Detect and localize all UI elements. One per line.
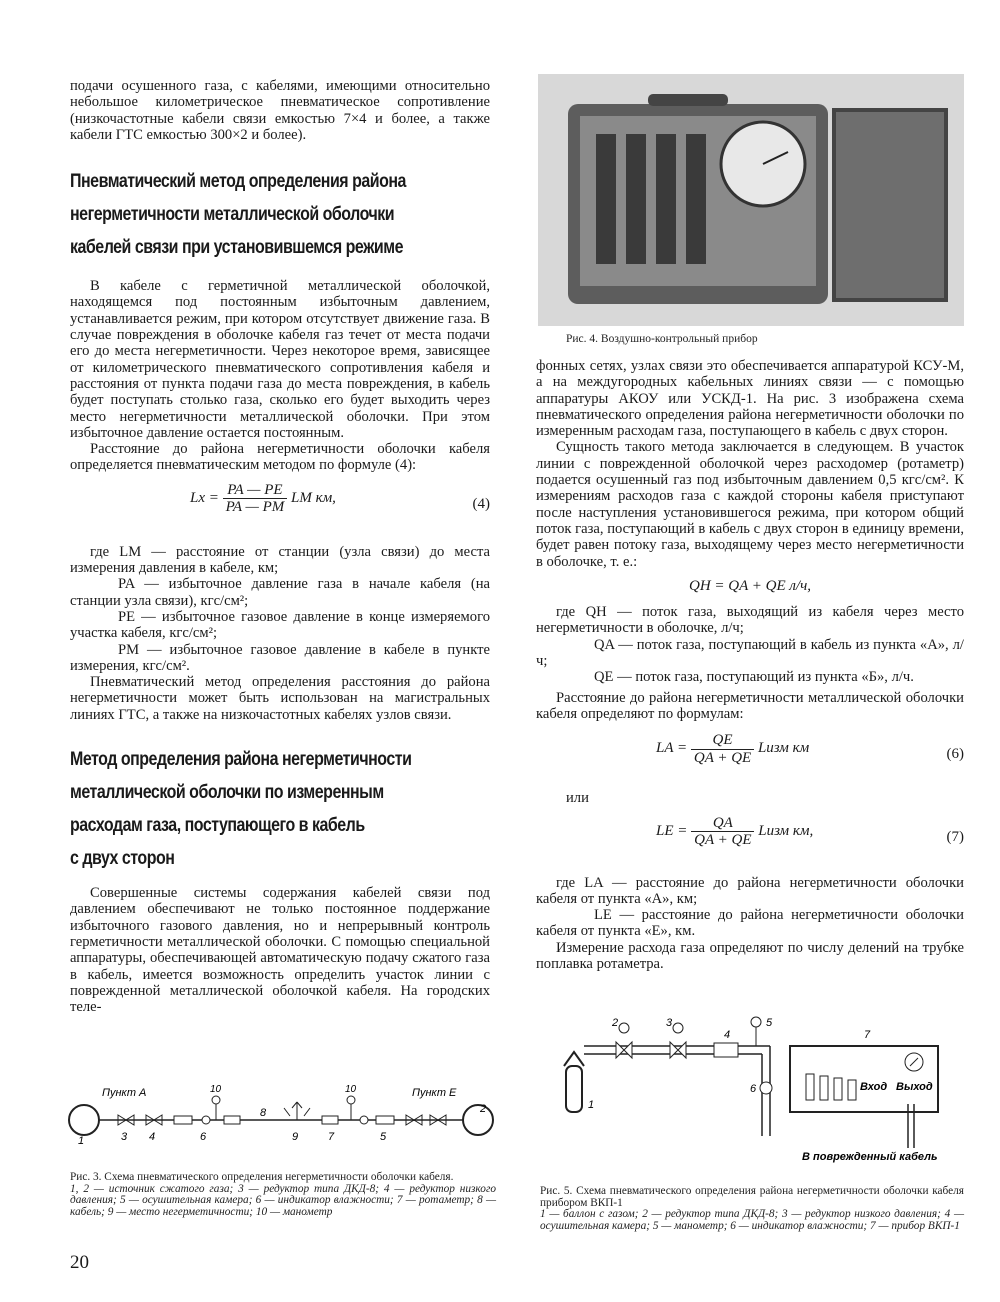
- fraction-denominator: QA + QE: [694, 831, 752, 848]
- fig-label: 6: [200, 1131, 207, 1143]
- definition-item: PE — избыточное газовое давление в конце измеряемого участка кабеля, кгс/см²;: [70, 608, 490, 642]
- fig-label: 3: [666, 1017, 673, 1029]
- body-paragraph: Расстояние до района негерметичности металлической оболочки кабеля определяют по формулам:: [536, 689, 964, 722]
- fig-label: 3: [121, 1131, 128, 1143]
- figure-4-photo: [538, 74, 964, 326]
- tube: [626, 134, 646, 264]
- fraction-numerator: QE: [691, 732, 754, 749]
- page-number: 20: [70, 1252, 89, 1273]
- intro-paragraph: подачи осушенного газа, с кабелями, имеющими относительно небольшое километрическое пневматическое сопротивление (низкочастотные кабели связи емкостью 7×4 и более, а также кабели ГТС емкостью 300×2 и более).: [70, 78, 490, 143]
- or-word: или: [566, 790, 589, 807]
- gas-source-e: [463, 1105, 493, 1135]
- definition-item: QA — поток газа, поступающий в кабель из пункта «А», л/ч;: [536, 636, 964, 670]
- fig-label: 9: [292, 1131, 299, 1143]
- drying-chamber-e: [376, 1116, 394, 1124]
- fig-label: 4: [724, 1029, 731, 1041]
- body-paragraph: В кабеле с герметичной металлической оболочкой, находящемся под постоянным избыточным давлением, устанавливается режим, при котором отсутствует движение газа. В случае повреждения в оболочке кабеля газ течет от места подачи его до места негерметичности. Через некоторое время, зависящее от километрического пневматического сопротивления кабеля и расстояния от пункта подачи газа до места повреждения, в кабель будет поступать столько газа, сколько его будет выходить через место негерметичности металлической оболочки. При этом избыточное давление остается постоянным.: [70, 278, 490, 441]
- rotameter-a: [224, 1116, 240, 1124]
- section-heading-2: [70, 743, 490, 875]
- fig-label: 1: [78, 1135, 85, 1147]
- outlet-label: Выход: [896, 1081, 933, 1093]
- body-paragraph: Измерение расхода газа определяют по числу делений на трубке поплавка ротаметра.: [536, 939, 964, 973]
- right-column: [536, 358, 964, 972]
- figure-3-diagram: [66, 1082, 496, 1162]
- figure-5-diagram: [558, 1014, 958, 1164]
- leak-arrows: [284, 1102, 310, 1120]
- reducer-3: [670, 1042, 686, 1058]
- figure-4-caption: Рис. 4. Воздушно-контрольный прибор: [566, 333, 758, 345]
- device-handle: [648, 94, 728, 106]
- formula-rhs: LM км,: [291, 489, 336, 506]
- caption-title: Рис. 5. Схема пневматического определения района негерметичности оболочки кабеля прибором ВКП-1: [540, 1185, 964, 1209]
- body-paragraph: Сущность такого метода заключается в следующем. В участок линии с поврежденной оболочкой через расходомер (ротаметр) подается осушенный газ под избыточным давлением 0,5 кгс/см². К измерениям расходов газа с каждой стороны кабеля приступают после наступления установившегося режима, при котором общий поток газа, поступающий в кабель с двух сторон в единицу времени, будет равен потоку газа, выходящему через место негерметичности в оболочке, т. е.:: [536, 439, 964, 570]
- fig-label: 7: [864, 1029, 871, 1041]
- manometer-5: [751, 1017, 761, 1027]
- heading-line: кабелей связи при установившемся режиме: [70, 236, 404, 259]
- formula-rhs: Lизм км: [757, 740, 810, 757]
- tube: [596, 134, 616, 264]
- formula-6: [536, 732, 964, 784]
- caption-title: Рис. 3. Схема пневматического определения негерметичности оболочки кабеля.: [70, 1171, 454, 1183]
- body-paragraph: Пневматический метод определения расстояния до района негерметичности может быть использован на магистральных линиях ГТС, а также на низкочастотных кабелях узлов связи.: [70, 674, 490, 723]
- formula-lhs: LE =: [656, 822, 688, 839]
- equation-number: (7): [946, 828, 964, 845]
- cable-label: В поврежденный кабель: [802, 1151, 938, 1163]
- cylinder-valve: [564, 1052, 584, 1066]
- formula-fraction: [691, 815, 754, 849]
- body-paragraph: Расстояние до района негерметичности оболочки кабеля определяется пневматическим методом по формуле (4):: [70, 441, 490, 474]
- definition-item: QE — поток газа, поступающий из пункта «Б», л/ч.: [594, 669, 914, 686]
- section-heading-1: [70, 165, 490, 264]
- fig-label: 1: [588, 1099, 595, 1111]
- gauge-bar: [848, 1080, 856, 1100]
- fig-label: 6: [750, 1083, 757, 1095]
- body-paragraph: фонных сетях, узлах связи это обеспечивается аппаратурой КСУ-М, а на междугородных кабельных линиях связи — с помощью аппаратуры АКОУ или УСКД-1. На рис. 3 изображена схема пневматического определения района негерметичности оболочки по измеренным расходам газа, поступающего в кабель с двух сторон.: [536, 358, 964, 440]
- gauge-bar: [834, 1078, 842, 1100]
- definition-item: LE — расстояние до района негерметичности оболочки кабеля от пункта «Е», км.: [536, 907, 964, 940]
- formula-5: QН = QA + QE л/ч,: [689, 577, 811, 594]
- formula-rhs: Lизм км,: [758, 822, 814, 839]
- definition-item: PA — избыточное давление газа в начале кабеля (на станции узла связи), кгс/см²;: [70, 576, 490, 609]
- gas-source-a: [69, 1105, 99, 1135]
- humidity-indicator-e: [360, 1116, 368, 1124]
- left-column: [70, 78, 490, 1015]
- gauge-3: [673, 1023, 683, 1033]
- definition-item: PM — избыточное газовое давление в кабеле в пункте измерения, кгс/см².: [70, 641, 490, 674]
- equation-number: (6): [946, 746, 964, 763]
- formula-lhs: Lx =: [190, 489, 219, 506]
- heading-line: Пневматический метод определения района: [70, 170, 406, 193]
- drying-chamber: [714, 1043, 738, 1057]
- body-paragraph: Совершенные системы содержания кабелей связи под давлением обеспечивают не только постоянное поддержание избыточного газового давления, но и непрерывный контроль герметичности металлической оболочки. С помощью специальной аппаратуры, обеспечивающей автоматическую подачу сжатого газа в кабель, имеется возможность определить участок линии с поврежденной металлической оболочкой кабеля. На городских теле-: [70, 885, 490, 1016]
- formula-fraction: [223, 482, 288, 516]
- fig-label: 4: [149, 1131, 156, 1143]
- heading-line: негерметичности металлической оболочки: [70, 203, 395, 226]
- heading-line: с двух сторон: [70, 847, 175, 870]
- inlet-label: Вход: [860, 1081, 888, 1093]
- gauge-needle: [910, 1058, 918, 1066]
- drying-chamber-a: [174, 1116, 192, 1124]
- reducer-2: [616, 1042, 632, 1058]
- formula-fraction: [691, 732, 754, 766]
- equation-number: (4): [472, 495, 490, 512]
- manometer-a: [212, 1096, 220, 1104]
- formula-4: [70, 482, 490, 534]
- fig-label: 8: [260, 1107, 267, 1119]
- fig-label: 10: [210, 1084, 222, 1095]
- caption-body: 1 — баллон с газом; 2 — редуктор типа ДКД-8; 3 — редуктор низкого давления; 4 — осушительная камера; 5 — манометр; 6 — индикатор влажности; 7 — прибор ВКП-1: [540, 1208, 964, 1232]
- point-e-label: Пункт Е: [412, 1087, 457, 1099]
- rotameter-e: [322, 1116, 338, 1124]
- humidity-indicator-a: [202, 1116, 210, 1124]
- manometer-e: [347, 1096, 355, 1104]
- fig-label: 7: [328, 1131, 335, 1143]
- fraction-numerator: QA: [691, 815, 754, 832]
- formula-lhs: LA =: [656, 740, 688, 757]
- formula-7: [536, 815, 964, 867]
- heading-line: металлической оболочки по измеренным: [70, 781, 384, 804]
- figure-3-caption: [70, 1172, 496, 1218]
- tube: [686, 134, 706, 264]
- fig-label: 2: [612, 1017, 619, 1029]
- fig-label: 10: [345, 1084, 357, 1095]
- heading-line: Метод определения района негерметичности: [70, 748, 412, 771]
- device-vkp: [790, 1046, 938, 1112]
- heading-line: расходам газа, поступающего в кабель: [70, 814, 365, 837]
- gauge-bar: [806, 1074, 814, 1100]
- point-a-label: Пункт А: [102, 1087, 147, 1099]
- tube: [656, 134, 676, 264]
- gas-cylinder: [566, 1066, 582, 1112]
- fig-label: 5: [766, 1017, 773, 1029]
- device-lid: [834, 110, 946, 300]
- humidity-indicator: [760, 1082, 772, 1094]
- fraction-numerator: PA — PE: [223, 482, 288, 499]
- definition-item: где LA — расстояние до района негерметичности оболочки кабеля от пункта «А», км;: [536, 874, 964, 907]
- definition-item: где LM — расстояние от станции (узла связи) до места измерения давления в кабеле, км;: [70, 543, 490, 577]
- fig-label: 5: [380, 1131, 387, 1143]
- fig-label: 2: [480, 1103, 487, 1115]
- gauge-2: [619, 1023, 629, 1033]
- fraction-denominator: PA — PM: [225, 499, 285, 516]
- caption-body: 1, 2 — источник сжатого газа; 3 — редуктор типа ДКД-8; 4 — редуктор низкого давления; 5 — осушительная камера; 6 — индикатор влажности; 7 — ротаметр; 8 — кабель; 9 — место негерметичности; 10 — манометр: [70, 1182, 496, 1218]
- definition-item: где QН — поток газа, выходящий из кабеля через место негерметичности в оболочке, л/ч;: [536, 604, 964, 637]
- fraction-denominator: QA + QE: [693, 749, 752, 766]
- figure-5-caption: [540, 1186, 964, 1232]
- gauge-bar: [820, 1076, 828, 1100]
